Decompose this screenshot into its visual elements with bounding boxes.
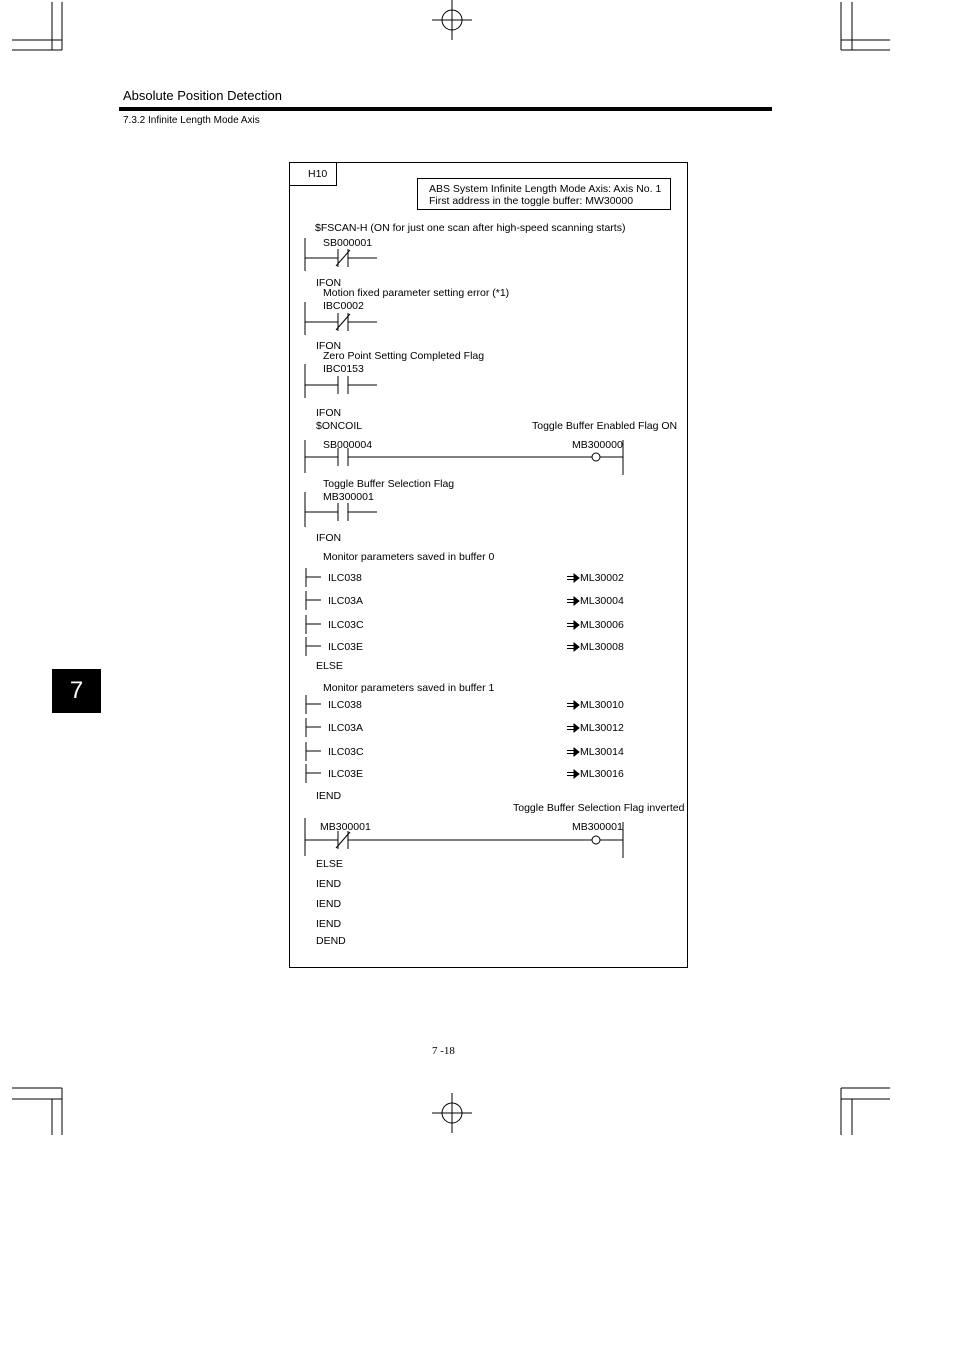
ladder-label: ILC03C <box>328 619 364 631</box>
ladder-label: IEND <box>316 790 342 802</box>
ladder-label: ILC03E <box>328 768 364 780</box>
ladder-label: IEND <box>316 878 342 890</box>
ladder-label: SB000001 <box>323 237 373 249</box>
ladder-label: IFON <box>316 277 342 289</box>
ladder-label: $ONCOIL <box>316 420 363 432</box>
ladder-label: ML30014 <box>580 746 624 758</box>
ladder-label: ML30010 <box>580 699 624 711</box>
ladder-label: MB300001 <box>323 491 374 503</box>
ladder-label: DEND <box>316 935 346 947</box>
ladder-label: IEND <box>316 918 342 930</box>
ladder-label: MB300000 <box>572 439 623 451</box>
ladder-label: Toggle Buffer Selection Flag <box>323 478 455 490</box>
ladder-label: ILC03A <box>328 595 364 607</box>
ladder-label: IFON <box>316 340 342 352</box>
page-number: 7 -18 <box>432 1045 455 1057</box>
ladder-label: IBC0002 <box>323 300 364 312</box>
ladder-label: MB300001 <box>320 821 371 833</box>
ladder-label: Zero Point Setting Completed Flag <box>323 350 485 362</box>
ladder-label: IBC0153 <box>323 363 364 375</box>
ladder-label: ILC03E <box>328 641 364 653</box>
ladder-label: ILC038 <box>328 572 362 584</box>
chapter-tab: 7 <box>52 669 101 713</box>
ladder-label: SB000004 <box>323 439 373 451</box>
ladder-label: Toggle Buffer Enabled Flag ON <box>532 420 678 432</box>
comment-line: First address in the toggle buffer: MW30000 <box>429 195 634 207</box>
ladder-label: Toggle Buffer Selection Flag inverted <box>513 802 685 814</box>
subsection-title: 7.3.2 Infinite Length Mode Axis <box>123 115 260 126</box>
ladder-label: $FSCAN-H (ON for just one scan after high-speed scanning starts) <box>315 222 626 234</box>
ladder-label: ELSE <box>316 858 343 870</box>
ladder-label: ILC03C <box>328 746 364 758</box>
ladder-label: Monitor parameters saved in buffer 0 <box>323 551 495 563</box>
ladder-label: ELSE <box>316 660 343 672</box>
ladder-label: Motion fixed parameter setting error (*1) <box>323 287 510 299</box>
ladder-label: Monitor parameters saved in buffer 1 <box>323 682 495 694</box>
ladder-label: ILC03A <box>328 722 364 734</box>
ladder-label: IFON <box>316 407 342 419</box>
ladder-label: ML30006 <box>580 619 624 631</box>
ladder-label: ILC038 <box>328 699 362 711</box>
ladder-label: ML30002 <box>580 572 624 584</box>
ladder-label: IFON <box>316 532 342 544</box>
ladder-label: ML30016 <box>580 768 624 780</box>
section-title: Absolute Position Detection <box>123 88 282 103</box>
ladder-label: ML30008 <box>580 641 624 653</box>
store-arrow-icons <box>567 574 579 778</box>
program-tag: H10 <box>289 162 337 186</box>
ladder-label: ML30004 <box>580 595 624 607</box>
comment-line: ABS System Infinite Length Mode Axis: Axis No. 1 <box>429 183 662 195</box>
ladder-label: MB300001 <box>572 821 623 833</box>
ladder-label: ML30012 <box>580 722 624 734</box>
ladder-label: IEND <box>316 898 342 910</box>
